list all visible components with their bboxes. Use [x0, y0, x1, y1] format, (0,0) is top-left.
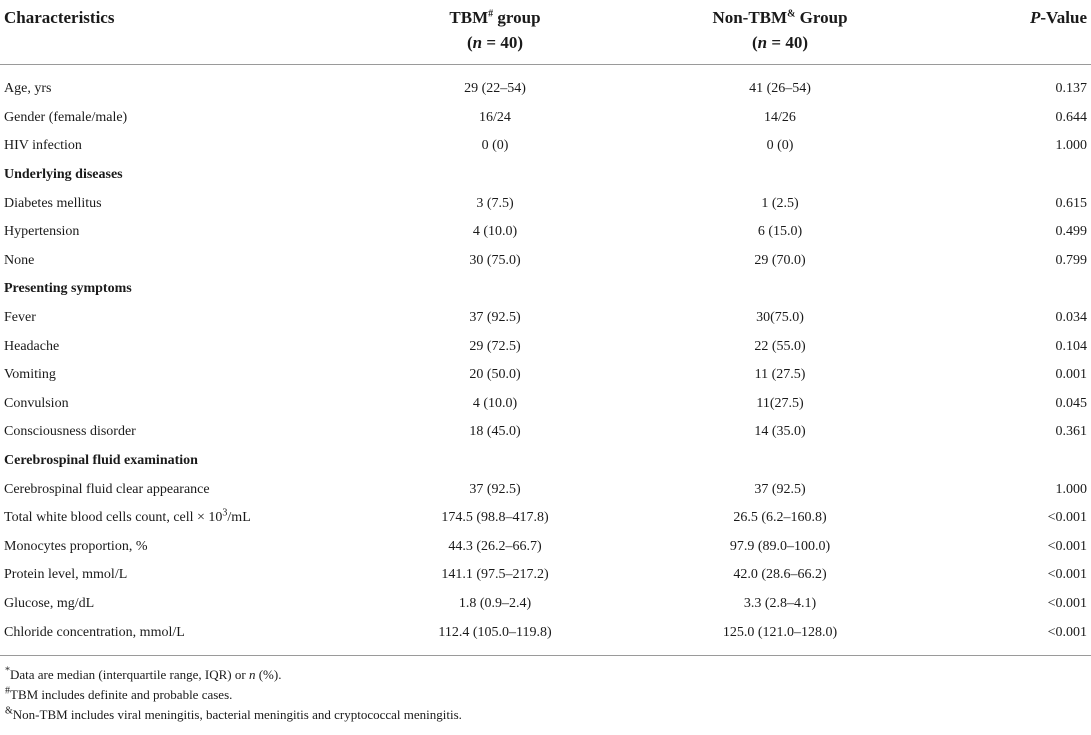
p-value: 0.499 — [1055, 224, 1087, 240]
table-row — [0, 561, 1091, 590]
row-label: Age, yrs — [4, 81, 52, 97]
row-label: Cerebrospinal fluid clear appearance — [4, 481, 210, 497]
p-value: 0.001 — [1055, 367, 1087, 383]
section-header-row — [0, 161, 1091, 190]
tbm-value: 112.4 (105.0–119.8) — [438, 624, 552, 640]
header-non-tbm-group — [630, 0, 930, 65]
tbm-value: 4 (10.0) — [472, 224, 518, 240]
non-tbm-value: 42.0 (28.6–66.2) — [733, 567, 827, 583]
section-label: Presenting symptoms — [4, 281, 132, 297]
tbm-value: 0 (0) — [481, 138, 509, 154]
table-row — [0, 132, 1091, 161]
table-row — [0, 247, 1091, 276]
table-row — [0, 618, 1091, 655]
tbm-value: 20 (50.0) — [469, 367, 521, 383]
row-label: Convulsion — [4, 395, 69, 411]
non-tbm-value: 14 (35.0) — [754, 424, 806, 440]
non-tbm-value: 41 (26–54) — [749, 81, 811, 97]
table-body — [0, 65, 1091, 656]
table-row — [0, 65, 1091, 104]
row-label: Fever — [4, 310, 36, 326]
header-non-tbm-label: Non-TBM& Group — [712, 8, 848, 27]
tbm-value: 18 (45.0) — [469, 424, 521, 440]
non-tbm-value: 22 (55.0) — [754, 338, 806, 354]
tbm-value: 30 (75.0) — [469, 252, 521, 268]
p-value: 1.000 — [1055, 138, 1087, 154]
non-tbm-value: 37 (92.5) — [754, 481, 806, 497]
tbm-value: 16/24 — [479, 109, 511, 125]
header-non-tbm-n: (n = 40) — [752, 33, 808, 52]
row-label: Vomiting — [4, 367, 56, 383]
header-tbm-n: (n = 40) — [467, 33, 523, 52]
non-tbm-value: 26.5 (6.2–160.8) — [733, 510, 827, 526]
p-value: <0.001 — [1047, 538, 1087, 554]
p-value: <0.001 — [1047, 624, 1087, 640]
p-value: 0.644 — [1055, 109, 1087, 125]
p-value: 0.034 — [1055, 310, 1087, 326]
tbm-value: 29 (22–54) — [464, 81, 526, 97]
tbm-value: 29 (72.5) — [469, 338, 521, 354]
table-row — [0, 304, 1091, 333]
table-footer — [0, 655, 1091, 726]
p-value: <0.001 — [1047, 595, 1087, 611]
tbm-value: 44.3 (26.2–66.7) — [448, 538, 542, 554]
p-value: 0.615 — [1055, 195, 1087, 211]
row-label: Consciousness disorder — [4, 424, 136, 440]
tbm-value: 4 (10.0) — [472, 395, 518, 411]
p-value: 0.799 — [1055, 252, 1087, 268]
section-header-row — [0, 447, 1091, 476]
table-row — [0, 418, 1091, 447]
row-label: Glucose, mg/dL — [4, 595, 95, 611]
non-tbm-value: 1 (2.5) — [761, 195, 799, 211]
tbm-value: 37 (92.5) — [469, 310, 521, 326]
p-value: 0.361 — [1055, 424, 1087, 440]
non-tbm-value: 6 (15.0) — [757, 224, 803, 240]
non-tbm-value: 29 (70.0) — [754, 252, 806, 268]
section-label: Underlying diseases — [4, 167, 123, 183]
table-row — [0, 104, 1091, 133]
table-row — [0, 475, 1091, 504]
tbm-value: 174.5 (98.8–417.8) — [441, 510, 549, 526]
non-tbm-value: 97.9 (89.0–100.0) — [729, 538, 831, 554]
table-row — [0, 361, 1091, 390]
table-header — [0, 0, 1091, 65]
row-label: HIV infection — [4, 138, 82, 154]
non-tbm-value: 11 (27.5) — [754, 367, 806, 383]
row-label: Gender (female/male) — [4, 109, 128, 125]
tbm-value: 141.1 (97.5–217.2) — [441, 567, 549, 583]
non-tbm-value: 14/26 — [764, 109, 796, 125]
non-tbm-value: 125.0 (121.0–128.0) — [722, 624, 838, 640]
footnote-tbm: #TBM includes definite and probable cases. — [5, 685, 233, 702]
p-value: 0.045 — [1055, 395, 1087, 411]
table-row — [0, 332, 1091, 361]
section-label: Cerebrospinal fluid examination — [4, 453, 198, 469]
p-value: <0.001 — [1047, 567, 1087, 583]
row-label: Chloride concentration, mmol/L — [4, 624, 185, 640]
section-header-row — [0, 275, 1091, 304]
p-value: 1.000 — [1055, 481, 1087, 497]
table-row — [0, 504, 1091, 533]
non-tbm-value: 0 (0) — [766, 138, 794, 154]
table-row — [0, 218, 1091, 247]
row-label: None — [4, 252, 35, 268]
tbm-value: 1.8 (0.9–2.4) — [458, 595, 532, 611]
table-row — [0, 533, 1091, 562]
row-label: Diabetes mellitus — [4, 195, 102, 211]
row-label: Protein level, mmol/L — [4, 567, 128, 583]
tbm-value: 3 (7.5) — [476, 195, 514, 211]
non-tbm-value: 30(75.0) — [756, 310, 804, 326]
footnote-data-description: *Data are median (interquartile range, IQR) or n (%). — [5, 665, 282, 682]
footnote-non-tbm: &Non-TBM includes viral meningitis, bacterial meningitis and cryptococcal meningitis. — [5, 705, 462, 722]
header-tbm-label: TBM# group — [449, 8, 541, 27]
p-value: 0.137 — [1055, 81, 1087, 97]
table-row — [0, 189, 1091, 218]
table-row — [0, 590, 1091, 619]
table-row — [0, 390, 1091, 419]
row-label: Total white blood cells count, cell × $10^3/mL$ — [4, 507, 251, 526]
header-p-value: P-Value — [1030, 8, 1087, 27]
row-label: Headache — [4, 338, 60, 354]
header-tbm-group — [360, 0, 630, 65]
p-value: <0.001 — [1047, 510, 1087, 526]
non-tbm-value: 3.3 (2.8–4.1) — [743, 595, 817, 611]
tbm-value: 37 (92.5) — [469, 481, 521, 497]
header-characteristics: Characteristics — [4, 8, 115, 27]
row-label: Monocytes proportion, % — [4, 538, 148, 554]
footnotes — [1, 657, 1090, 725]
p-value: 0.104 — [1055, 338, 1087, 354]
non-tbm-value: 11(27.5) — [756, 395, 804, 411]
row-label: Hypertension — [4, 224, 80, 240]
